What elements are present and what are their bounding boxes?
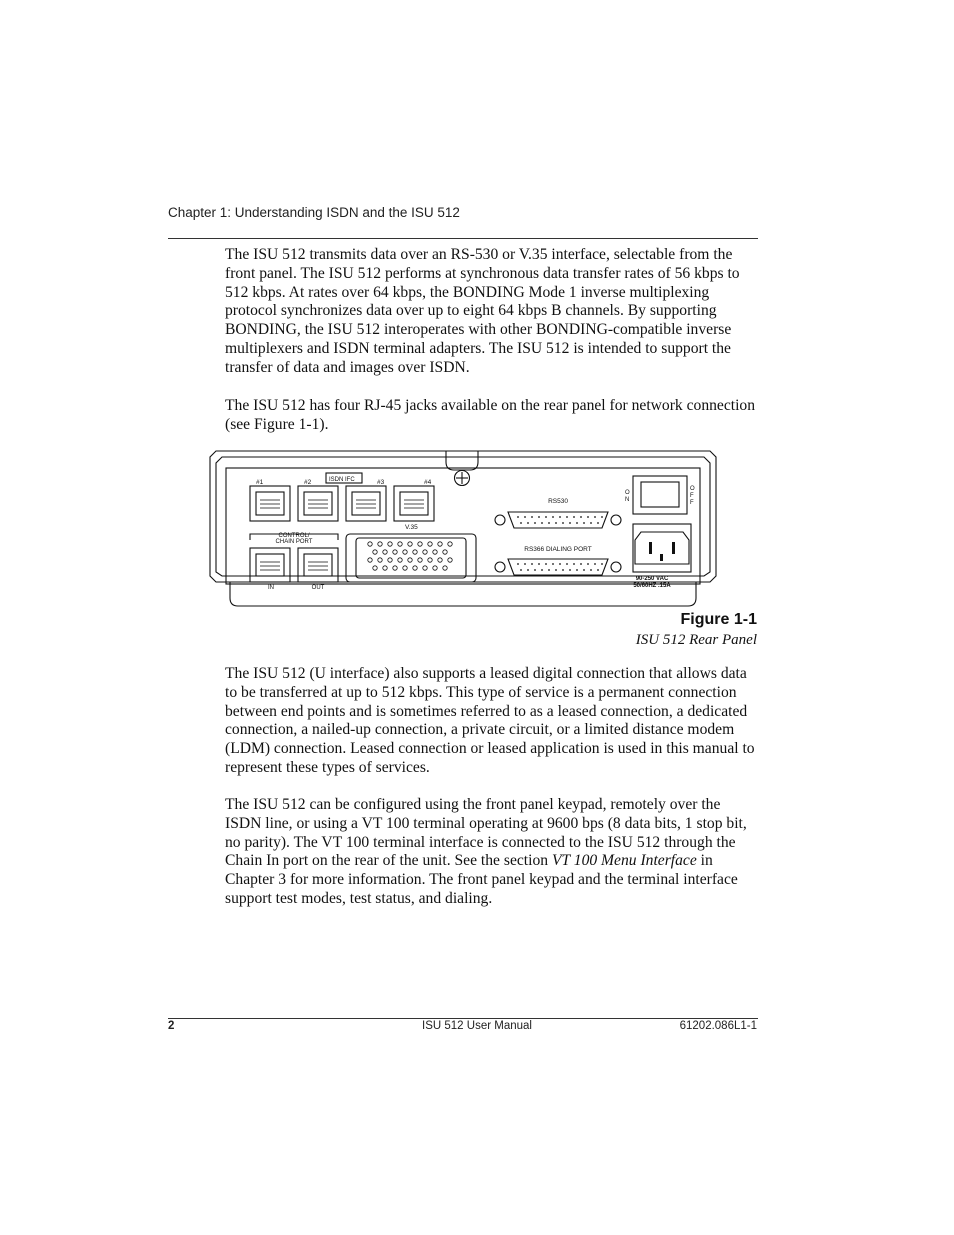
on-n-label: N	[625, 497, 630, 503]
paragraph-4-text-b: in Chapter 3 for more information. The front panel keypad and the terminal interface support test modes, test status, and dialing.	[225, 852, 738, 907]
chain-port-label: CHAIN PORT	[275, 539, 313, 545]
jack-2-label: #2	[304, 479, 312, 486]
power-frequency-label: 50/60HZ .15A	[633, 583, 671, 589]
document-number: 61202.086L1-1	[679, 1020, 757, 1032]
off-f1-label: F	[690, 493, 694, 499]
paragraph-2: The ISU 512 has four RJ-45 jacks available on the rear panel for network connection (see Figure 1-1).	[225, 397, 756, 433]
v35-label: V.35	[405, 524, 418, 531]
paragraph-4	[225, 796, 760, 909]
header-rule	[168, 238, 758, 239]
vt100-section-reference: VT 100 Menu Interface	[551, 852, 697, 870]
page-number: 2	[168, 1020, 175, 1032]
on-o-label: O	[625, 490, 630, 496]
figure-number: Figure 1-1	[680, 611, 757, 628]
rs530-label: RS530	[548, 498, 568, 505]
paragraph-3: The ISU 512 (U interface) also supports a leased digital connection that allows data to be transferred at up to 512 kbps. This type of service is a permanent connection between end points and is sometimes referred to as a leased connection, a dedicated connection, a nailed-up connection, a private circuit, or a limited distance modem (LDM) connection. Leased connection or leased application is used in this manual to represent these types of services.	[225, 665, 755, 776]
paragraph-4-text-a: The ISU 512 can be configured using the front panel keypad, remotely over the ISDN line, or using a VT 100 terminal operating at 9600 bps (8 data bits, 1 stop bit, no parity). The VT 100 terminal interface is connected to the ISU 512 through the Chain In port on the rear of the unit. See the section	[225, 796, 747, 870]
power-voltage-label: 90-250 VAC	[635, 576, 669, 582]
manual-title: ISU 512 User Manual	[422, 1020, 532, 1032]
jack-4-label: #4	[424, 479, 432, 486]
isdn-ifc-label: ISDN IFC	[329, 477, 355, 483]
jack-1-label: #1	[256, 479, 264, 486]
control-label: CONTROL/	[278, 533, 310, 539]
off-o-label: O	[690, 486, 695, 492]
off-f2-label: F	[690, 500, 694, 506]
chapter-header: Chapter 1: Understanding ISDN and the ISU 512	[168, 205, 460, 220]
jack-3-label: #3	[377, 479, 385, 486]
paragraph-1: The ISU 512 transmits data over an RS-530 or V.35 interface, selectable from the front panel. The ISU 512 performs at synchronous data transfer rates of 56 kbps to 512 kbps. At rates over 64 kbps, the BONDING Mode 1 inverse multiplexing protocol synchronizes data over up to eight 64 kbps B channels. By supporting BONDING, the ISU 512 interoperates with other BONDING-compatible inverse multiplexers and ISDN terminal adapters. The ISU 512 is intended to support the transfer of data and images over ISDN.	[225, 246, 740, 376]
figure-caption: ISU 512 Rear Panel	[635, 632, 757, 648]
out-label: OUT	[311, 585, 325, 591]
rs366-label: RS366 DIALING PORT	[524, 546, 592, 553]
footer-rule	[168, 1018, 758, 1019]
in-label: IN	[268, 585, 274, 591]
rear-panel-figure	[208, 448, 718, 610]
